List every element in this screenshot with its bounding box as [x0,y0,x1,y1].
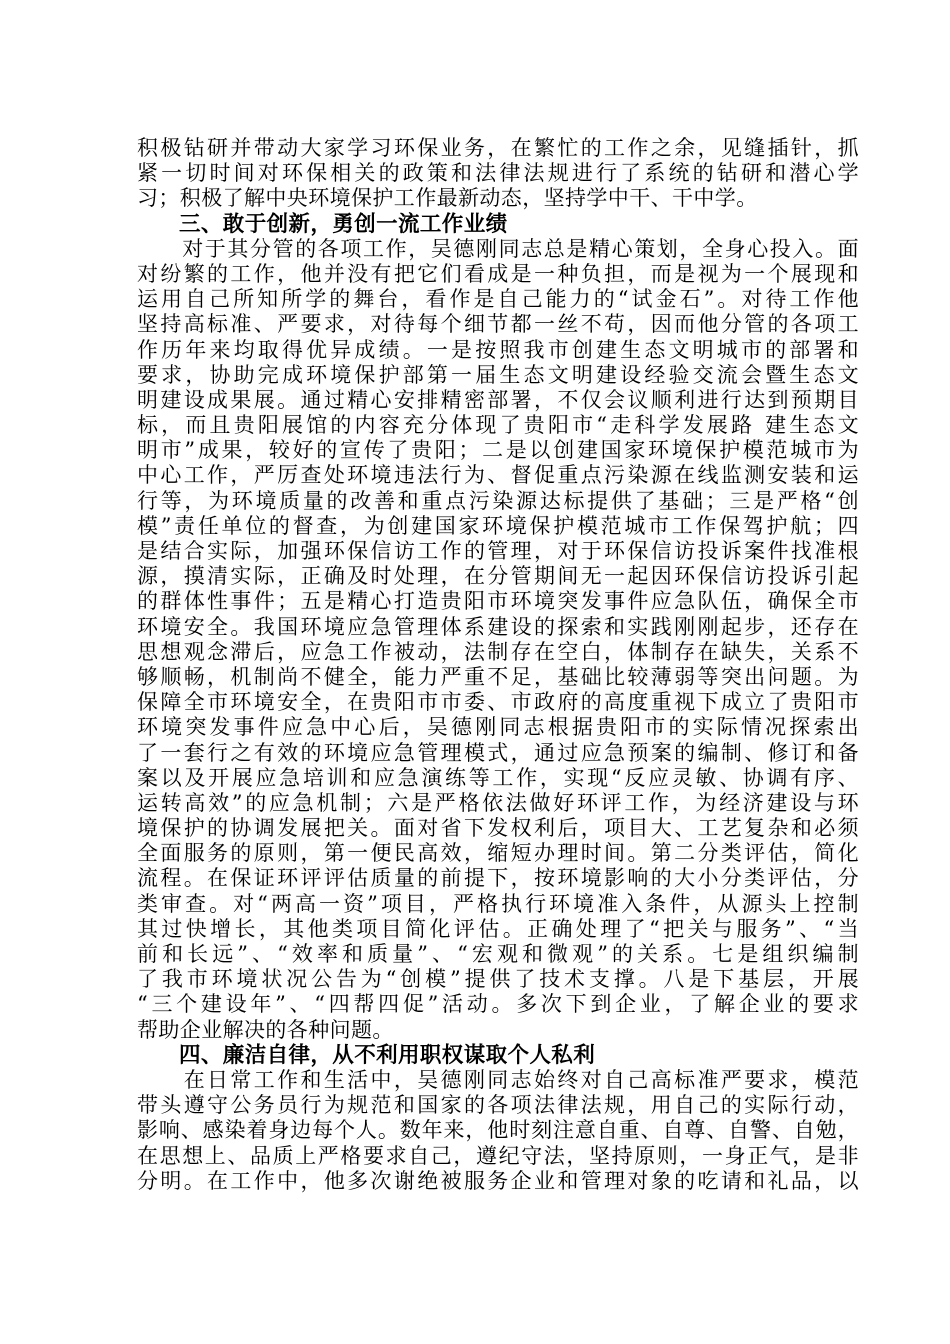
section-heading: 三、敢于创新，勇创一流工作业绩 [179,211,508,237]
text-line: 积极钻研并带动大家学习环保业务，在繁忙的工作之余，见缝插针，抓 [137,136,859,160]
text-line: 分明。在工作中，他多次谢绝被服务企业和管理对象的吃请和礼品，以 [137,1168,859,1193]
text-line: 行等，为环境质量的改善和重点污染源达标提供了基础；三是严格“创 [137,488,859,513]
text-line: 境保护的协调发展把关。面对省下发权利后，项目大、工艺复杂和必须 [137,816,859,841]
document-body [137,136,859,1194]
text-line: 影响、感染着身边每个人。数年来，他时刻注意自重、自尊、自警、自勉， [137,1118,859,1143]
text-line: 作历年来均取得优异成绩。一是按照我市创建生态文明城市的部署和 [137,337,859,362]
text-line: 运用自己所知所学的舞台，看作是自己能力的“试金石”。对待工作他 [137,287,859,312]
text-line: 了我市环境状况公告为“创模”提供了技术支撑。八是下基层，开展 [137,967,859,992]
text-line: 习；积极了解中央环境保护工作最新动态，坚持学中干、干中学。 [137,186,758,211]
text-line: 对于其分管的各项工作，吴德刚同志总是精心策划，全身心投入。面 [137,236,859,261]
text-line: 类审查。对“两高一资”项目，严格执行环境准入条件，从源头上控制 [137,891,859,916]
text-line: 对纷繁的工作，他并没有把它们看成是一种负担，而是视为一个展现和 [137,261,859,286]
text-line: 环境安全。我国环境应急管理体系建设的探索和实践刚刚起步，还存在 [137,614,859,639]
text-line: 保障全市环境安全，在贵阳市市委、市政府的高度重视下成立了贵阳市 [137,690,859,715]
text-line: 明建设成果展。通过精心安排精密部署，不仅会议顺利进行达到预期目 [137,387,859,412]
text-line: 思想观念滞后，应急工作被动，法制存在空白，体制存在缺失，关系不 [137,639,859,664]
text-line: 模”责任单位的督查，为创建国家环境保护模范城市工作保驾护航；四 [137,513,859,538]
text-line: 运转高效”的应急机制；六是严格依法做好环评工作，为经济建设与环 [137,790,859,815]
text-line: 带头遵守公务员行为规范和国家的各项法律法规，用自己的实际行动， [137,1093,859,1118]
text-line: 前和长远”、“效率和质量”、“宏观和微观”的关系。七是组织编制 [137,942,859,966]
text-line: 环境突发事件应急中心后，吴德刚同志根据贵阳市的实际情况探索出 [137,715,859,740]
text-line: “三个建设年”、“四帮四促”活动。多次下到企业，了解企业的要求 [137,992,859,1017]
text-line: 是结合实际，加强环保信访工作的管理，对于环保信访投诉案件找准根 [137,539,859,563]
text-line: 在思想上、品质上严格要求自己，遵纪守法，坚持原则，一身正气，是非 [137,1143,859,1168]
text-line: 的群体性事件；五是精心打造贵阳市环境突发事件应急队伍，确保全市 [137,589,859,614]
text-line: 够顺畅，机制尚不健全，能力严重不足，基础比较薄弱等突出问题。为 [137,664,859,689]
text-line: 案以及开展应急培训和应急演练等工作，实现“反应灵敏、协调有序、 [137,765,859,790]
text-line: 坚持高标准、严要求，对待每个细节都一丝不苟，因而他分管的各项工 [137,312,859,337]
text-line: 紧一切时间对环保相关的政策和法律法规进行了系统的钻研和潜心学 [137,161,859,186]
text-line: 其过快增长，其他类项目简化评估。正确处理了“把关与服务”、“当 [137,916,859,941]
text-line: 在日常工作和生活中，吴德刚同志始终对自己高标准严要求，模范 [137,1067,859,1092]
text-line: 了一套行之有效的环境应急管理模式，通过应急预案的编制、修订和备 [137,740,859,765]
text-line: 标，而且贵阳展馆的内容充分体现了贵阳市“走科学发展路 建生态文 [137,413,859,438]
text-line: 流程。在保证环评评估质量的前提下，按环境影响的大小分类评估，分 [137,866,859,891]
text-line: 帮助企业解决的各种问题。 [137,1017,394,1042]
text-line: 全面服务的原则，第一便民高效，缩短办理时间。第二分类评估，简化 [137,841,859,866]
text-line: 中心工作，严厉查处环境违法行为、督促重点污染源在线监测安装和运 [137,463,859,488]
text-line: 要求，协助完成环境保护部第一届生态文明建设经验交流会暨生态文 [137,362,859,387]
section-heading: 四、廉洁自律，从不利用职权谋取个人私利 [179,1042,596,1068]
text-line: 明市”成果，较好的宣传了贵阳；二是以创建国家环境保护模范城市为 [137,438,859,463]
text-line: 源，摸清实际，正确及时处理，在分管期间无一起因环保信访投诉引起 [137,564,859,589]
